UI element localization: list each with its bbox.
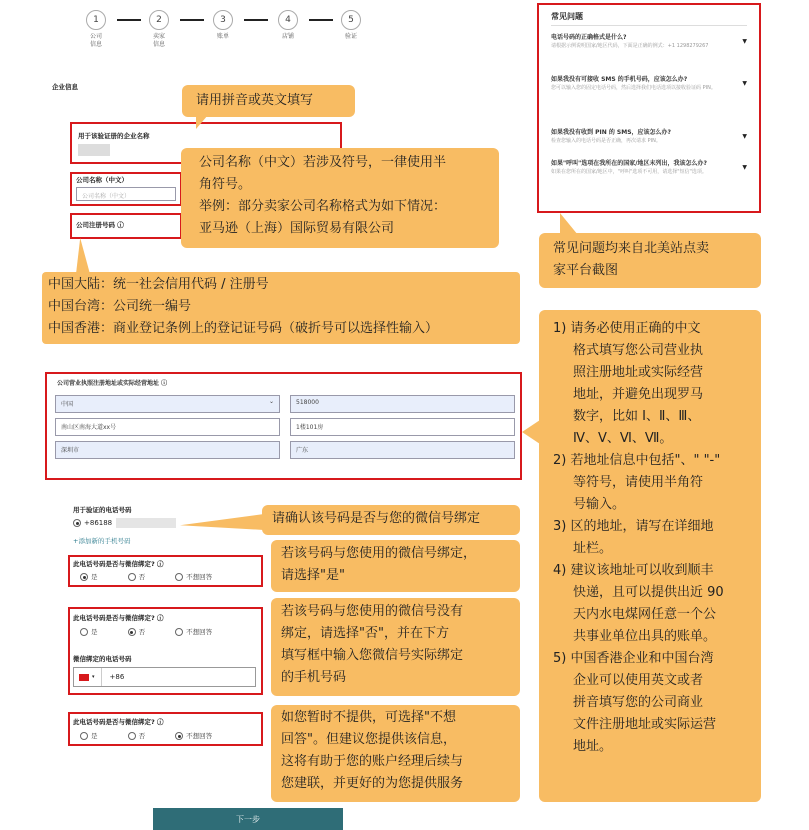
country-select[interactable] xyxy=(55,395,280,413)
step-connector xyxy=(244,19,268,21)
wechat-question: 此电话号码是否与微信绑定? ⓘ xyxy=(73,718,164,726)
radio-na-label: 不想回答 xyxy=(186,628,213,636)
verify-phone-label: 用于验证的电话号码 xyxy=(73,506,132,514)
province-input[interactable]: 广东 xyxy=(290,441,515,459)
faq-question: 电话号码的正确格式是什么? xyxy=(551,34,627,41)
callout-line: 亚马逊（上海）国际贸易有限公司 xyxy=(199,221,395,236)
step-2-circle[interactable]: 2 xyxy=(149,10,169,30)
step-connector xyxy=(117,19,141,21)
wechat-phone-input[interactable] xyxy=(73,667,256,687)
callout-choose-no xyxy=(271,598,520,696)
callout-pinyin: 请用拼音或英文填写 xyxy=(182,85,355,117)
callout-pointer xyxy=(76,238,90,274)
reg-no-label: 公司注册号码 ⓘ xyxy=(76,221,124,229)
callout-line: 地址，并避免出现罗马 xyxy=(573,387,704,402)
step-4-circle[interactable]: 4 xyxy=(278,10,298,30)
faq-item[interactable] xyxy=(551,129,747,145)
street-input[interactable]: 南山区南海大道xx号 xyxy=(55,418,280,436)
callout-line: 数字，比如 Ⅰ、Ⅱ、Ⅲ、 xyxy=(573,409,701,424)
radio-no-label: 否 xyxy=(138,628,146,636)
faq-answer: 请根据示例说明国家/地区代码，下面是正确的例式：+1 1298279267 xyxy=(551,43,709,49)
faq-answer: 如果在您所在的国家/地区中，"呼叫"选项不可用，请选择"短信"选项。 xyxy=(551,169,707,175)
company-name-en-input[interactable] xyxy=(78,144,110,156)
callout-line: 常见问题均来自北美站点卖 xyxy=(553,241,710,256)
faq-answer: 您可以输入您的固定电话号码，然后选择我们电话选项以接收验证码 PIN。 xyxy=(551,85,716,91)
callout-line: 若该号码与您使用的微信号没有 xyxy=(281,604,464,619)
callout-line: 中国大陆：统一社会信用代码 / 注册号 xyxy=(48,277,269,292)
wechat-country-code: +86 xyxy=(101,668,125,686)
divider xyxy=(551,25,747,26)
callout-line: 企业可以使用英文或者 xyxy=(573,673,704,688)
callout-line: 址栏。 xyxy=(573,541,613,556)
step-5-circle[interactable]: 5 xyxy=(341,10,361,30)
wechat-radio-group xyxy=(80,731,212,740)
faq-answer: 检查您输入的电话号码是否正确，再次请求 PIN。 xyxy=(551,138,661,144)
callout-line: 文件注册地址或实际运营 xyxy=(573,717,717,732)
callout-line: 若该号码与您使用的微信号绑定， xyxy=(281,546,477,561)
faq-item[interactable] xyxy=(551,76,747,92)
company-name-cn-input[interactable]: 公司名称（中文） xyxy=(76,187,176,201)
callout-line: 绑定，请选择"否"，并在下方 xyxy=(281,626,449,641)
radio-yes-label: 是 xyxy=(91,628,98,636)
radio-na[interactable] xyxy=(175,628,212,636)
callout-line: 公司名称（中文）若涉及符号，一律使用半 xyxy=(199,155,447,170)
callout-line: 3) 区的地址，请写在详细地 xyxy=(553,519,714,534)
callout-line: 角符号。 xyxy=(199,177,252,192)
callout-cn-name xyxy=(181,148,499,248)
faq-question: 如果我没有可接收 SMS 的手机号码，应该怎么办? xyxy=(551,76,688,83)
caret-down-icon: ▼ xyxy=(742,38,747,45)
radio-yes-label: 是 xyxy=(91,573,98,581)
callout-line: 中国台湾：公司统一编号 xyxy=(48,299,192,314)
faq-question: 如果"呼叫"选项在我所在的国家/地区未列出，我该怎么办? xyxy=(551,160,707,167)
step-connector xyxy=(180,19,204,21)
add-phone-link[interactable]: +添加新的手机号码 xyxy=(73,537,131,545)
step-5-label: 验证 xyxy=(344,33,357,40)
faq-title: 常见问题 xyxy=(551,12,583,21)
chevron-down-icon: ▾ xyxy=(92,674,95,680)
postcode-input[interactable]: 518000 xyxy=(290,395,515,413)
callout-line: 您建联，并更好的为您提供服务 xyxy=(281,776,464,791)
callout-line: 回答"。但建议您提供该信息， xyxy=(281,732,456,747)
radio-na-label: 不想回答 xyxy=(186,732,213,740)
step-3-label: 账单 xyxy=(216,33,229,40)
callout-faq-source xyxy=(539,233,761,288)
faq-item[interactable] xyxy=(551,160,747,176)
unit-input[interactable]: 1楼101房 xyxy=(290,418,515,436)
callout-line: 拼音填写您的公司商业 xyxy=(573,695,704,710)
callout-pointer xyxy=(180,514,264,530)
country-value: 中国 xyxy=(61,401,74,408)
faq-question: 如果我没有收到 PIN 的 SMS，应该怎么办? xyxy=(551,129,672,136)
callout-choose-na xyxy=(271,705,520,802)
step-3-circle[interactable]: 3 xyxy=(213,10,233,30)
company-name-en-label: 用于该验证册的企业名称 xyxy=(78,132,150,140)
wechat-radio-group xyxy=(80,572,212,581)
callout-line: 等符号，请使用半角符 xyxy=(573,475,704,490)
callout-line: 1) 请务必使用正确的中文 xyxy=(553,321,701,336)
callout-line: 快递，且可以提供出近 90 xyxy=(573,585,724,600)
callout-line: 号输入。 xyxy=(573,497,626,512)
callout-line: 举例：部分卖家公司名称格式为如下情况： xyxy=(199,199,447,214)
faq-item[interactable] xyxy=(551,34,747,50)
callout-pointer xyxy=(560,213,578,235)
radio-selected[interactable] xyxy=(73,519,81,527)
callout-line: 天内水电煤网任意一个公 xyxy=(573,607,717,622)
callout-line: 这将有助于您的账户经理后续与 xyxy=(281,754,464,769)
callout-confirm-wechat: 请确认该号码是否与您的微信号绑定 xyxy=(262,505,520,535)
company-name-cn-label: 公司名称（中文） xyxy=(76,176,128,184)
step-1-label: 公司 信息 xyxy=(89,33,102,48)
caret-down-icon: ▼ xyxy=(742,133,747,140)
callout-pointer xyxy=(522,420,540,444)
step-2-label: 卖家 信息 xyxy=(152,33,165,48)
section-title-company: 企业信息 xyxy=(52,83,78,91)
callout-line: 填写框中输入您微信号实际绑定 xyxy=(281,648,464,663)
callout-line: 中国香港：商业登记条例上的登记证号码（破折号可以选择性输入） xyxy=(48,321,439,336)
caret-down-icon: ▼ xyxy=(742,164,747,171)
radio-yes[interactable] xyxy=(80,628,98,636)
wechat-phone-label: 微信绑定的电话号码 xyxy=(73,655,132,663)
callout-line: 5) 中国香港企业和中国台湾 xyxy=(553,651,714,666)
masked-number xyxy=(116,518,176,528)
radio-no-label: 否 xyxy=(138,732,146,740)
callout-line: 4) 建议该地址可以收到顺丰 xyxy=(553,563,714,578)
wechat-question: 此电话号码是否与微信绑定? ⓘ xyxy=(73,560,164,568)
verify-phone-option[interactable] xyxy=(73,518,176,528)
callout-line: 格式填写您公司营业执 xyxy=(573,343,704,358)
radio-yes[interactable] xyxy=(80,573,98,581)
callout-line: 请选择"是" xyxy=(281,568,345,583)
step-connector xyxy=(309,19,333,21)
radio-na[interactable] xyxy=(175,732,212,740)
callout-line: 共事业单位出具的账单。 xyxy=(573,629,717,644)
radio-yes-label: 是 xyxy=(91,732,98,740)
china-flag-icon xyxy=(79,674,89,681)
callout-address-rules xyxy=(539,310,761,802)
callout-line: Ⅳ、Ⅴ、Ⅵ、Ⅶ。 xyxy=(573,431,673,446)
callout-line: 地址。 xyxy=(573,739,613,754)
radio-no[interactable] xyxy=(128,628,146,636)
chevron-down-icon: ⌄ xyxy=(268,398,274,405)
radio-na-label: 不想回答 xyxy=(186,573,213,581)
radio-no[interactable] xyxy=(128,732,146,740)
radio-no-label: 否 xyxy=(138,573,146,581)
callout-line: 照注册地址或实际经营 xyxy=(573,365,704,380)
callout-line: 的手机号码 xyxy=(281,670,347,685)
step-4-label: 店铺 xyxy=(281,33,294,40)
wechat-radio-group xyxy=(80,627,212,636)
callout-reg-no xyxy=(42,272,520,344)
verify-phone-number: +86188 xyxy=(84,519,113,527)
callout-line: 如您暂时不提供，可选择"不想 xyxy=(281,710,456,725)
radio-no[interactable] xyxy=(128,573,146,581)
step-1-circle[interactable]: 1 xyxy=(86,10,106,30)
callout-line: 家平台截图 xyxy=(553,263,619,278)
next-button[interactable]: 下一步 xyxy=(153,808,343,830)
callout-choose-yes xyxy=(271,540,520,592)
wechat-question: 此电话号码是否与微信绑定? ⓘ xyxy=(73,614,164,622)
callout-line: 2) 若地址信息中包括"、" "-" xyxy=(553,453,721,468)
address-label: 公司营业执照注册地址或实际经营地址 ⓘ xyxy=(57,380,168,387)
radio-na[interactable] xyxy=(175,573,212,581)
radio-yes[interactable] xyxy=(80,732,98,740)
city-input[interactable]: 深圳市 xyxy=(55,441,280,459)
caret-down-icon: ▼ xyxy=(742,80,747,87)
